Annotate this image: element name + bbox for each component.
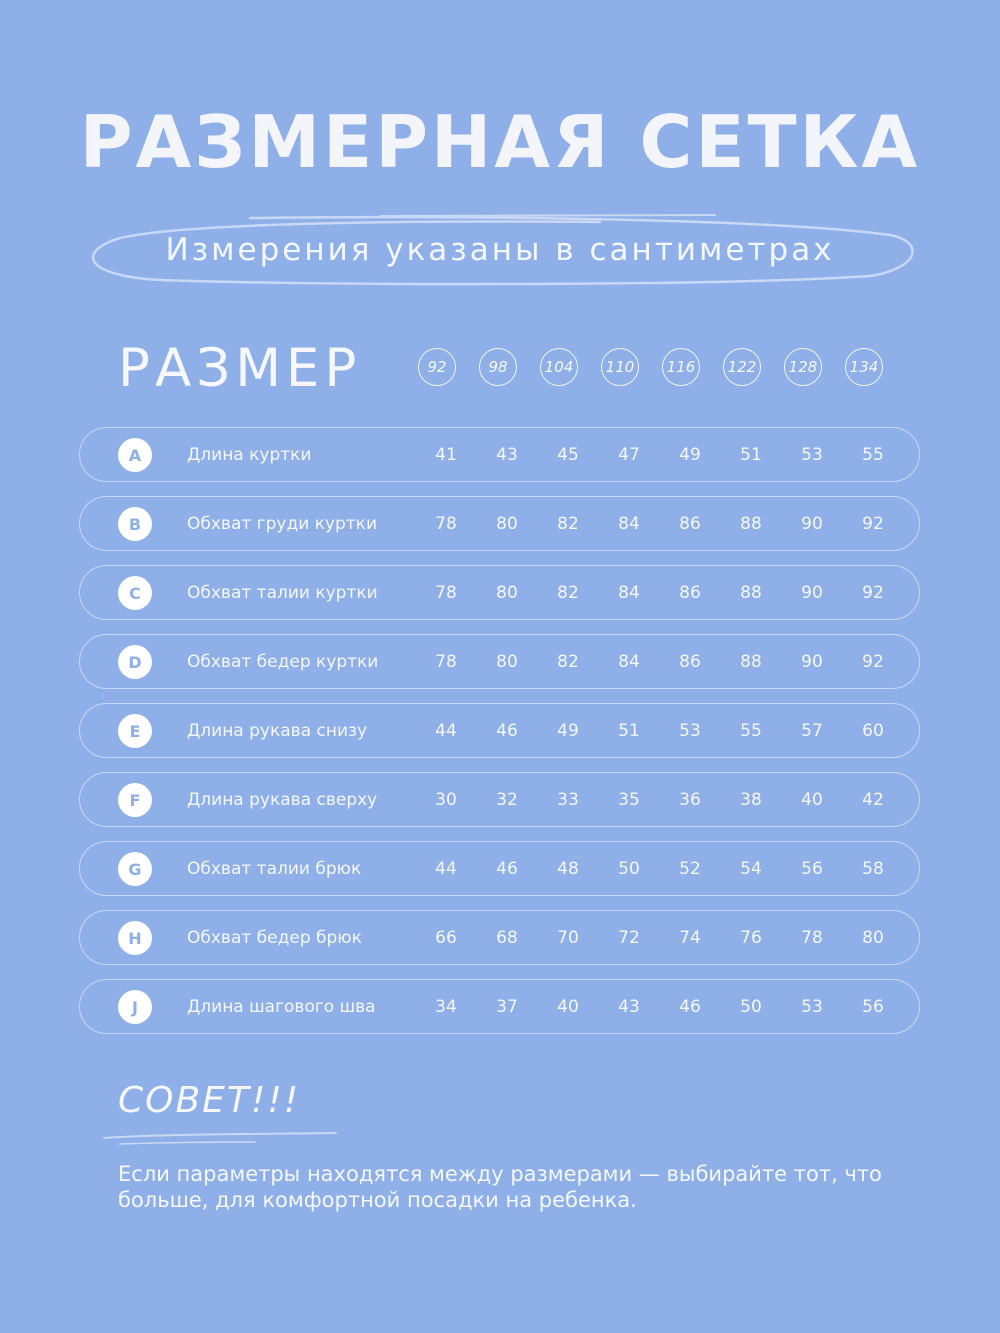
size-circle: 110 — [601, 348, 639, 386]
row-value: 56 — [801, 859, 823, 879]
row-value: 88 — [740, 583, 762, 603]
row-value: 30 — [435, 790, 457, 810]
row-value: 47 — [618, 445, 640, 465]
table-row — [79, 565, 920, 620]
size-circle: 134 — [845, 348, 883, 386]
row-label: Обхват талии брюк — [187, 859, 362, 879]
row-label: Обхват груди куртки — [187, 514, 377, 534]
row-value: 37 — [496, 997, 518, 1017]
row-value: 90 — [801, 652, 823, 672]
row-value: 88 — [740, 514, 762, 534]
row-value: 78 — [801, 928, 823, 948]
row-letter-badge: D — [118, 645, 152, 679]
row-letter-badge: B — [118, 507, 152, 541]
size-circle: 104 — [540, 348, 578, 386]
row-value: 78 — [435, 583, 457, 603]
table-row — [79, 427, 920, 482]
row-value: 92 — [862, 583, 884, 603]
tip-text: Если параметры находятся между размерами — выбирайте тот, что больше, для комфортной посадки на ребенка. — [118, 1162, 882, 1212]
row-value: 48 — [557, 859, 579, 879]
row-value: 84 — [618, 652, 640, 672]
row-value: 92 — [862, 652, 884, 672]
table-row — [79, 703, 920, 758]
row-value: 78 — [435, 514, 457, 534]
row-value: 52 — [679, 859, 701, 879]
row-value: 50 — [740, 997, 762, 1017]
row-value: 90 — [801, 514, 823, 534]
row-value: 51 — [618, 721, 640, 741]
row-letter-badge: F — [118, 783, 152, 817]
table-row — [79, 979, 920, 1034]
table-row — [79, 772, 920, 827]
row-value: 43 — [496, 445, 518, 465]
row-value: 51 — [740, 445, 762, 465]
table-row — [79, 910, 920, 965]
row-value: 82 — [557, 583, 579, 603]
row-label: Длина рукава сверху — [187, 790, 378, 810]
row-letter-badge: G — [118, 852, 152, 886]
row-value: 58 — [862, 859, 884, 879]
row-letter-badge: H — [118, 921, 152, 955]
row-value: 90 — [801, 583, 823, 603]
row-value: 45 — [557, 445, 579, 465]
row-value: 44 — [435, 721, 457, 741]
row-value: 56 — [862, 997, 884, 1017]
row-value: 50 — [618, 859, 640, 879]
row-value: 60 — [862, 721, 884, 741]
row-value: 35 — [618, 790, 640, 810]
row-value: 54 — [740, 859, 762, 879]
row-value: 49 — [557, 721, 579, 741]
row-letter-badge: E — [118, 714, 152, 748]
row-value: 78 — [435, 652, 457, 672]
row-value: 40 — [557, 997, 579, 1017]
row-value: 88 — [740, 652, 762, 672]
row-value: 86 — [679, 652, 701, 672]
row-value: 68 — [496, 928, 518, 948]
row-label: Длина рукава снизу — [187, 721, 368, 741]
row-value: 42 — [862, 790, 884, 810]
row-label: Длина шагового шва — [187, 997, 376, 1017]
row-value: 74 — [679, 928, 701, 948]
table-row — [79, 841, 920, 896]
row-letter-badge: J — [118, 990, 152, 1024]
row-value: 80 — [862, 928, 884, 948]
row-value: 53 — [801, 997, 823, 1017]
row-value: 53 — [679, 721, 701, 741]
table-row — [79, 496, 920, 551]
tip-title: СОВЕТ!!! — [118, 1080, 301, 1121]
row-value: 53 — [801, 445, 823, 465]
page-title: РАЗМЕРНАЯ СЕТКА — [79, 100, 921, 184]
size-circle: 122 — [723, 348, 761, 386]
row-value: 82 — [557, 514, 579, 534]
row-value: 43 — [618, 997, 640, 1017]
row-value: 80 — [496, 514, 518, 534]
row-value: 46 — [679, 997, 701, 1017]
row-value: 40 — [801, 790, 823, 810]
row-value: 84 — [618, 583, 640, 603]
row-label: Обхват бедер брюк — [187, 928, 362, 948]
size-circle: 128 — [784, 348, 822, 386]
row-value: 86 — [679, 514, 701, 534]
size-circle: 116 — [662, 348, 700, 386]
row-value: 41 — [435, 445, 457, 465]
row-value: 46 — [496, 859, 518, 879]
row-label: Обхват бедер куртки — [187, 652, 379, 672]
row-value: 49 — [679, 445, 701, 465]
row-value: 46 — [496, 721, 518, 741]
row-label: Длина куртки — [187, 445, 312, 465]
row-value: 66 — [435, 928, 457, 948]
row-value: 38 — [740, 790, 762, 810]
size-circle: 98 — [479, 348, 517, 386]
row-value: 86 — [679, 583, 701, 603]
subtitle-oval — [80, 210, 920, 290]
row-value: 36 — [679, 790, 701, 810]
row-value: 72 — [618, 928, 640, 948]
size-circle: 92 — [418, 348, 456, 386]
row-value: 34 — [435, 997, 457, 1017]
row-value: 92 — [862, 514, 884, 534]
row-label: Обхват талии куртки — [187, 583, 378, 603]
row-value: 70 — [557, 928, 579, 948]
row-letter-badge: A — [118, 438, 152, 472]
tip-underline-icon — [100, 1128, 340, 1148]
subtitle: Измерения указаны в сантиметрах — [165, 232, 835, 268]
size-heading: РАЗМЕР — [118, 338, 362, 399]
row-value: 33 — [557, 790, 579, 810]
row-value: 32 — [496, 790, 518, 810]
row-value: 44 — [435, 859, 457, 879]
row-value: 76 — [740, 928, 762, 948]
table-row — [79, 634, 920, 689]
row-value: 82 — [557, 652, 579, 672]
row-value: 80 — [496, 583, 518, 603]
row-value: 55 — [740, 721, 762, 741]
row-value: 55 — [862, 445, 884, 465]
row-value: 84 — [618, 514, 640, 534]
row-letter-badge: C — [118, 576, 152, 610]
row-value: 57 — [801, 721, 823, 741]
row-value: 80 — [496, 652, 518, 672]
